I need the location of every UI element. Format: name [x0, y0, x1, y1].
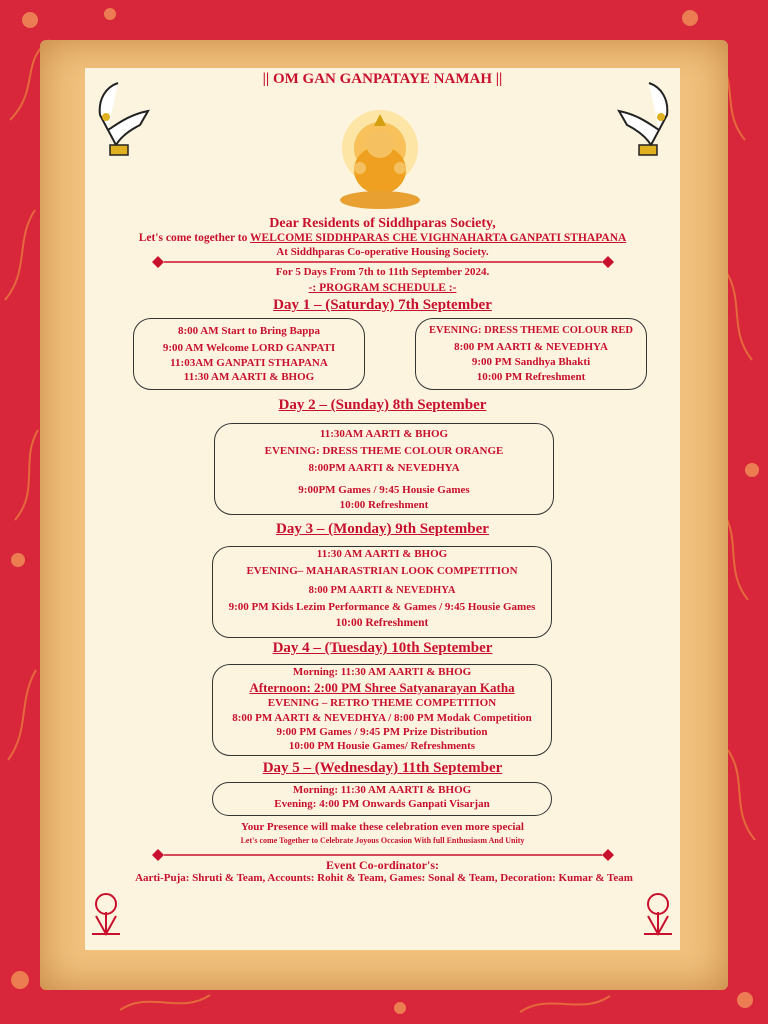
venue: At Siddhparas Co-operative Housing Society. — [276, 246, 489, 258]
day-3-title: Day 3 – (Monday) 9th September — [276, 521, 489, 537]
presence-message: Your Presence will make these celebration even more special — [241, 821, 524, 833]
day-3-box — [212, 546, 552, 638]
ganesha-icon — [330, 108, 430, 212]
day-1-left-box — [133, 318, 365, 390]
list-item: 8:00 PM AARTI & NEVEDHYA — [308, 585, 456, 596]
namaste-left-icon — [88, 75, 152, 165]
list-item: 9:00 PM Sandhya Bhakti — [471, 356, 591, 368]
come-together-highlight: WELCOME SIDDHPARAS CHE VIGHNAHARTA GANPATI STHAPANA — [250, 232, 627, 244]
list-item: 9:00PM Games / 9:45 Housie Games — [298, 484, 470, 496]
list-item: 8:00 PM AARTI & NEVEDHYA / 8:00 PM Modak Competition — [232, 712, 532, 724]
list-item: 11:30 AM AARTI & BHOG — [183, 371, 315, 383]
day-1-title: Day 1 – (Saturday) 7th September — [273, 297, 492, 313]
list-item: 8:00PM AARTI & NEVEDHYA — [308, 462, 460, 474]
list-item: 10:00 PM Housie Games/ Refreshments — [288, 740, 476, 752]
list-item: EVENING– MAHARASTRIAN LOOK COMPETITION — [246, 565, 518, 577]
namaste-small-right-icon — [640, 890, 676, 940]
list-item: Morning: 11:30 AM AARTI & BHOG — [292, 784, 472, 796]
day-4-title: Day 4 – (Tuesday) 10th September — [272, 640, 493, 656]
list-item: 9:00 AM Welcome LORD GANPATI — [162, 342, 336, 354]
day-1-right-box — [415, 318, 647, 390]
enthusiasm-message: Let's come Together to Celebrate Joyous Occasion With full Enthusiasm And Unity — [240, 836, 525, 845]
day-5-title: Day 5 – (Wednesday) 11th September — [262, 760, 503, 776]
list-item: 11:03AM GANPATI STHAPANA — [170, 357, 328, 369]
duration: For 5 Days From 7th to 11th September 2024. — [275, 266, 490, 278]
list-item: 9:00 PM Games / 9:45 PM Prize Distribution — [276, 726, 488, 738]
namaste-small-left-icon — [88, 890, 124, 940]
list-item: Afternoon: 2:00 PM Shree Satyanarayan Katha — [249, 680, 515, 695]
day-5-box — [212, 782, 552, 816]
come-together-line — [85, 232, 680, 244]
list-item: 8:00 PM AARTI & NEVEDHYA — [454, 341, 608, 353]
list-item: 10:00 Refreshment — [335, 617, 429, 629]
schedule-heading: -: PROGRAM SCHEDULE :- — [308, 282, 457, 294]
day-2-title: Day 2 – (Sunday) 8th September — [278, 397, 487, 413]
mantra-heading: || OM GAN GANPATAYE NAMAH || — [262, 71, 503, 87]
list-item: Evening: 4:00 PM Onwards Ganpati Visarjan — [274, 798, 490, 810]
list-item: 10:00 PM Refreshment — [476, 371, 586, 383]
coordinators-heading: Event Co-ordinator's: — [326, 858, 439, 872]
greeting: Dear Residents of Siddhparas Society, — [269, 216, 496, 231]
list-item: 11:30 AM AARTI & BHOG — [316, 548, 448, 560]
list-item: EVENING: DRESS THEME COLOUR RED — [428, 325, 633, 336]
list-item: 9:00 PM Kids Lezim Performance & Games / 9:45 Housie Games — [228, 601, 536, 613]
day-2-box — [214, 423, 554, 515]
day-4-box — [212, 664, 552, 756]
list-item: 8:00 AM Start to Bring Bappa — [177, 325, 321, 337]
come-together-prefix: Let's come together to — [138, 232, 251, 244]
list-item: 11:30AM AARTI & BHOG — [319, 428, 449, 440]
list-item: 10:00 Refreshment — [339, 499, 429, 511]
namaste-right-icon — [615, 75, 679, 165]
list-item: EVENING: DRESS THEME COLOUR ORANGE — [264, 445, 504, 457]
coordinators-list: Aarti-Puja: Shruti & Team, Accounts: Rohit & Team, Games: Sonal & Team, Decoration: Kumar & Team — [135, 872, 633, 884]
list-item: Morning: 11:30 AM AARTI & BHOG — [292, 666, 472, 678]
list-item: EVENING – RETRO THEME COMPETITION — [267, 697, 497, 709]
